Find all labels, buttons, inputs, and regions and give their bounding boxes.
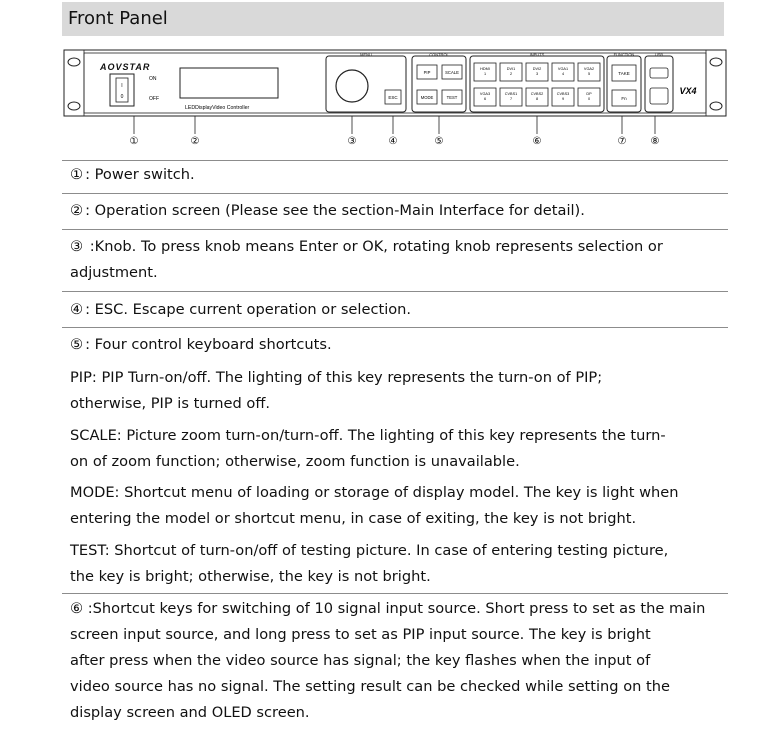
- mode-line: entering the model or shortcut menu, in case of exiting, the key is not bright.: [70, 510, 637, 527]
- input-key-number: 3: [535, 72, 539, 76]
- power-mark-on: I: [121, 83, 123, 89]
- group-label-control: CONTROL: [429, 52, 449, 57]
- input-key-number: 0: [587, 97, 591, 101]
- callout-number: ⑤: [434, 136, 444, 147]
- item-6-line: video source has no signal. The setting result can be checked while setting on the: [70, 678, 670, 695]
- take-key-label: TAKE: [618, 71, 630, 76]
- input-key-label: CVBS2: [530, 92, 544, 96]
- rack-hole-bottom-left: [68, 102, 80, 110]
- test-description: [70, 538, 726, 590]
- input-key-number: 7: [509, 97, 513, 101]
- item-6-line: :Shortcut keys for switching of 10 signal input source. Short press to set as the main: [83, 600, 706, 617]
- item-4-number: ④: [70, 301, 84, 318]
- item-3-text-line1: :Knob. To press knob means Enter or OK, rotating knob represents selection or: [85, 238, 663, 255]
- input-key-number: 9: [561, 97, 565, 101]
- item-2-text: : Operation screen (Please see the section-Main Interface for detail).: [85, 202, 585, 219]
- knob[interactable]: [336, 70, 368, 102]
- pip-description: [70, 365, 726, 417]
- rack-hole-top-right: [710, 58, 722, 66]
- divider: [62, 229, 728, 230]
- input-key-number: 4: [561, 72, 565, 76]
- pip-line: otherwise, PIP is turned off.: [70, 395, 271, 412]
- input-key-label: VGA2: [583, 67, 595, 71]
- model-label: VX4: [679, 86, 697, 96]
- mode-description: [70, 480, 726, 532]
- item-5-text: : Four control keyboard shortcuts.: [85, 336, 332, 353]
- divider: [62, 291, 728, 292]
- usb-port[interactable]: [650, 68, 668, 78]
- group-label-inputs: INPUTS: [529, 52, 545, 57]
- mode-line: MODE: Shortcut menu of loading or storage of display model. The key is light when: [70, 484, 679, 501]
- operation-screen: [180, 68, 278, 98]
- callout-number: ②: [190, 136, 200, 147]
- item-4-text: : ESC. Escape current operation or selection.: [85, 301, 412, 318]
- input-key-number: 2: [509, 72, 513, 76]
- front-panel-diagram: [62, 46, 728, 150]
- item-6-line: after press when the video source has signal; the key flashes when the input of: [70, 652, 651, 669]
- power-off-label: OFF: [149, 96, 159, 102]
- divider: [62, 593, 728, 594]
- test-line: TEST: Shortcut of turn-on/off of testing picture. In case of entering testing picture,: [70, 542, 669, 559]
- input-key-number: 5: [587, 72, 591, 76]
- rack-hole-top-left: [68, 58, 80, 66]
- item-1-number: ①: [70, 166, 84, 183]
- item-6: [70, 596, 726, 726]
- item-5-number: ⑤: [70, 336, 84, 353]
- divider: [62, 193, 728, 194]
- callout-number: ③: [347, 136, 357, 147]
- divider: [62, 160, 728, 161]
- pip-line: PIP: PIP Turn-on/off. The lighting of this key represents the turn-on of PIP;: [70, 369, 603, 386]
- control-key-label: PIP: [423, 70, 431, 75]
- input-key-label: HDMI: [480, 67, 490, 71]
- callout-number: ⑧: [650, 136, 660, 147]
- power-mark-off: 0: [120, 94, 124, 100]
- callout-number: ④: [388, 136, 398, 147]
- item-1-text: : Power switch.: [85, 166, 195, 183]
- input-key-label: DVI1: [506, 67, 516, 71]
- scale-line: SCALE: Picture zoom turn-on/turn-off. The lighting of this key represents the turn-: [70, 427, 666, 444]
- usb-indicator: [650, 88, 668, 104]
- divider: [62, 327, 728, 328]
- control-key-label: SCALE: [445, 70, 459, 75]
- esc-key-label: ESC: [388, 95, 398, 100]
- scale-description: [70, 423, 726, 475]
- group-label-usb: USB: [654, 52, 664, 57]
- input-key-label: CVBS1: [504, 92, 518, 96]
- input-key-number: 6: [483, 97, 487, 101]
- item-3-text-line2: adjustment.: [70, 264, 158, 281]
- brand-logo: AOVSTAR: [100, 62, 151, 72]
- input-key-label: VGA1: [557, 67, 569, 71]
- input-key-number: 1: [483, 72, 487, 76]
- test-line: the key is bright; otherwise, the key is not bright.: [70, 568, 431, 585]
- input-key-label: CVBS3: [556, 92, 570, 96]
- section-heading: Front Panel: [62, 2, 724, 36]
- group-label-menu: MENU: [360, 52, 372, 57]
- item-5: [70, 332, 726, 358]
- group-label-function: FUNCTION: [613, 52, 635, 57]
- callout-number: ①: [129, 136, 139, 147]
- callout-number: ⑥: [532, 136, 542, 147]
- item-6-line: screen input source, and long press to set as PIP input source. The key is bright: [70, 626, 651, 643]
- item-6-line: display screen and OLED screen.: [70, 704, 310, 721]
- power-on-label: ON: [149, 76, 157, 82]
- item-2-number: ②: [70, 202, 84, 219]
- item-2: [70, 198, 726, 224]
- item-3: [70, 234, 726, 286]
- input-key-label: DP: [586, 92, 592, 96]
- input-key-label: DVI2: [532, 67, 542, 71]
- input-key-number: 8: [535, 97, 539, 101]
- rack-hole-bottom-right: [710, 102, 722, 110]
- control-key-label: MODE: [420, 95, 434, 100]
- control-key-label: TEST: [446, 95, 458, 100]
- item-1: [70, 162, 726, 188]
- item-4: [70, 297, 726, 323]
- item-6-number: ⑥: [70, 600, 84, 617]
- callout-number: ⑦: [617, 136, 627, 147]
- display-caption: LEDDisplayVideo Controller: [185, 105, 250, 111]
- input-key-label: VGA3: [479, 92, 491, 96]
- scale-line: on of zoom function; otherwise, zoom function is unavailable.: [70, 453, 520, 470]
- item-3-number: ③: [70, 238, 84, 255]
- fn-key-label: Fn: [621, 96, 627, 101]
